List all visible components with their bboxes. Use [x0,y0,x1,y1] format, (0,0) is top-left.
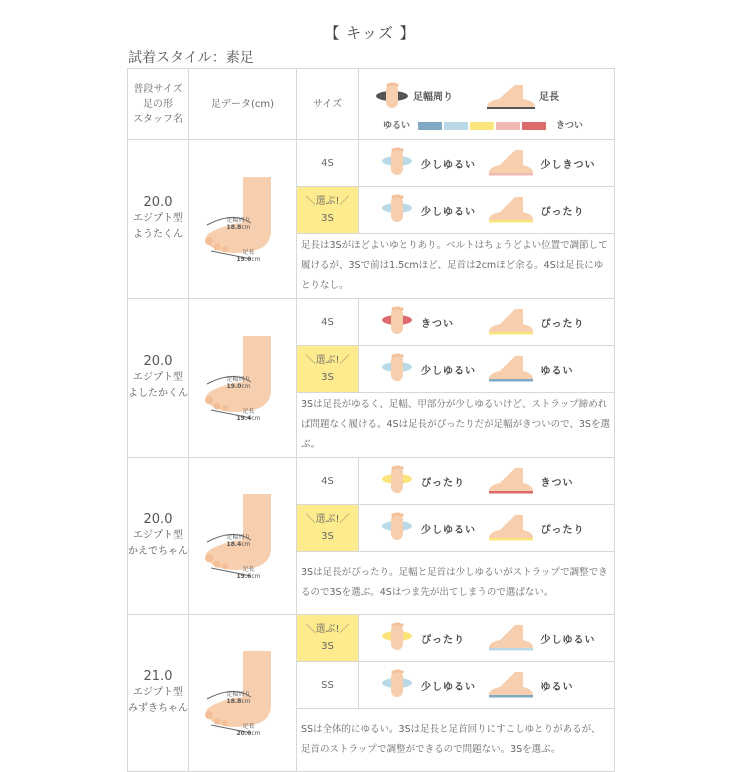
foot-illustration [197,328,289,428]
foot-length-value: 足長 20.0cm [236,723,261,737]
foot-width-value: 足幅周り 18.8cm [226,217,251,231]
width-fit: きつい [421,318,454,330]
foot-length-value: 足長 19.6cm [236,566,261,580]
size-value: SS [297,662,359,709]
staff-cell [128,458,189,615]
foot-length-icon [487,193,533,227]
width-fit: 少しゆるい [421,159,476,171]
length-fit: きつい [540,477,574,489]
foot-illustration [197,643,289,743]
size-selected [297,346,359,393]
fit-scale [359,119,614,133]
staff-name: かえでちゃん [128,546,188,557]
foot-length-icon [487,668,533,702]
choose-badge: ＼選ぶ!／ [305,624,350,635]
width-fit: 少しゆるい [421,524,476,536]
fit-note: 3Sは足長がぴったり。足幅と足首は少しゆるいがストラップで調整できるので3Sを選ぶ。4Sはつま先が出てしまうので選ばない。 [297,552,615,615]
foot-width-icon [381,668,413,702]
header-usual-size: 普段サイズ [133,83,183,95]
size-selected [297,615,359,662]
fit-cell [359,346,615,393]
length-fit: ぴったり [540,318,585,330]
foot-illustration [197,169,289,269]
foot-width-icon [381,146,413,180]
table-header [128,69,615,140]
staff-name: みずきちゃん [128,703,188,714]
scale-swatch [444,122,468,130]
foot-data-cell [189,615,297,772]
fit-cell [359,187,615,234]
size-value: 4S [297,458,359,505]
fit-row [128,615,615,662]
staff-cell [128,615,189,772]
fit-cell [359,662,615,709]
size-value: 3S [321,641,334,652]
scale-swatch [496,122,520,130]
staff-cell [128,140,189,299]
length-fit: ぴったり [540,206,585,218]
staff-cell [128,299,189,458]
foot-width-value: 足幅周り 19.0cm [226,376,251,390]
foot-length-icon [487,352,533,386]
usual-size: 20.0 [143,512,173,527]
scale-swatch [470,122,494,130]
choose-badge: ＼選ぶ!／ [305,514,350,525]
fit-note: 3Sは足長がゆるく、足幅、甲部分が少しゆるいけど、ストラップ締めれば問題なく履ける。4Sは足長がぴったりだが足幅がきついので、3Sを選ぶ。 [297,393,615,458]
fit-table [127,68,615,772]
length-fit: 少しきつい [540,159,596,171]
length-fit: ゆるい [540,365,574,377]
scale-swatch [418,122,442,130]
choose-badge: ＼選ぶ!／ [305,355,350,366]
size-value: 3S [321,531,334,542]
fit-row [128,140,615,187]
foot-length-icon [487,621,533,655]
foot-length-value: 足長 19.4cm [236,408,261,422]
foot-length-icon [485,81,535,114]
size-value: 4S [297,140,359,187]
usual-size: 20.0 [143,354,173,369]
header-staff-name: スタッフ名 [133,113,183,125]
foot-width-icon [381,511,413,545]
foot-width-icon [381,464,413,498]
fit-cell [359,458,615,505]
width-fit: 少しゆるい [421,206,476,218]
foot-width-icon [381,193,413,227]
foot-shape: エジプト型 [133,530,183,541]
foot-width-icon [381,621,413,655]
subtitle: 試着スタイル：素足 [128,50,254,66]
scale-swatch [522,122,546,130]
length-fit: 少しゆるい [540,634,596,646]
length-fit: ぴったり [540,524,585,536]
page-title: 【 キッズ 】 [324,24,416,42]
width-fit: ぴったり [421,634,465,646]
foot-length-icon [487,305,533,339]
length-fit: ゆるい [540,681,574,693]
fit-cell [359,615,615,662]
foot-shape: エジプト型 [133,213,183,224]
foot-data-cell [189,458,297,615]
fit-note: 足長は3Sがほどよいゆとりあり。ベルトはちょうどよい位置で調節して履けるが、3Sで前は1.5cmほど、足首は2cmほど余る。4Sは足長にゆとりなし。 [297,234,615,299]
size-value: 4S [297,299,359,346]
usual-size: 21.0 [143,669,173,684]
foot-illustration [197,486,289,586]
fit-cell [359,140,615,187]
fit-cell [359,505,615,552]
foot-data-cell [189,299,297,458]
legend-tight-label: きつい [556,120,584,131]
foot-shape: エジプト型 [133,372,183,383]
foot-width-value: 足幅周り 18.4cm [226,534,251,548]
foot-length-icon [487,146,533,180]
size-selected [297,187,359,234]
header-legend [359,69,615,140]
foot-data-cell [189,140,297,299]
header-staff [128,69,189,140]
fit-cell [359,299,615,346]
fit-row [128,458,615,505]
usual-size: 20.0 [143,195,173,210]
foot-width-value: 足幅周り 18.8cm [226,691,251,705]
foot-length-icon [487,511,533,545]
width-fit: ぴったり [421,477,465,489]
staff-name: ようたくん [133,229,183,240]
foot-width-icon [381,305,413,339]
foot-shape: エジプト型 [133,687,183,698]
choose-badge: ＼選ぶ!／ [305,196,350,207]
foot-length-icon [487,464,533,498]
legend-length-label: 足長 [539,91,559,103]
foot-width-icon [381,352,413,386]
legend-loose-label: ゆるい [383,120,411,131]
size-selected [297,505,359,552]
fit-row [128,299,615,346]
width-fit: 少しゆるい [421,681,476,693]
staff-name: よしたかくん [128,388,188,399]
size-value: 3S [321,213,334,224]
size-value: 3S [321,372,334,383]
width-fit: 少しゆるい [421,365,476,377]
header-size: サイズ [297,69,359,140]
foot-width-icon [375,81,409,114]
header-foot-shape: 足の形 [143,98,173,110]
header-foot-data: 足データ(cm) [189,69,297,140]
fit-note: SSは全体的にゆるい。3Sは足長と足首回りにすこしゆとりがあるが、足首のストラップで調整ができるので問題ない。3Sを選ぶ。 [297,709,615,772]
foot-length-value: 足長 19.0cm [236,249,261,263]
legend-width-label: 足幅周り [413,91,453,103]
